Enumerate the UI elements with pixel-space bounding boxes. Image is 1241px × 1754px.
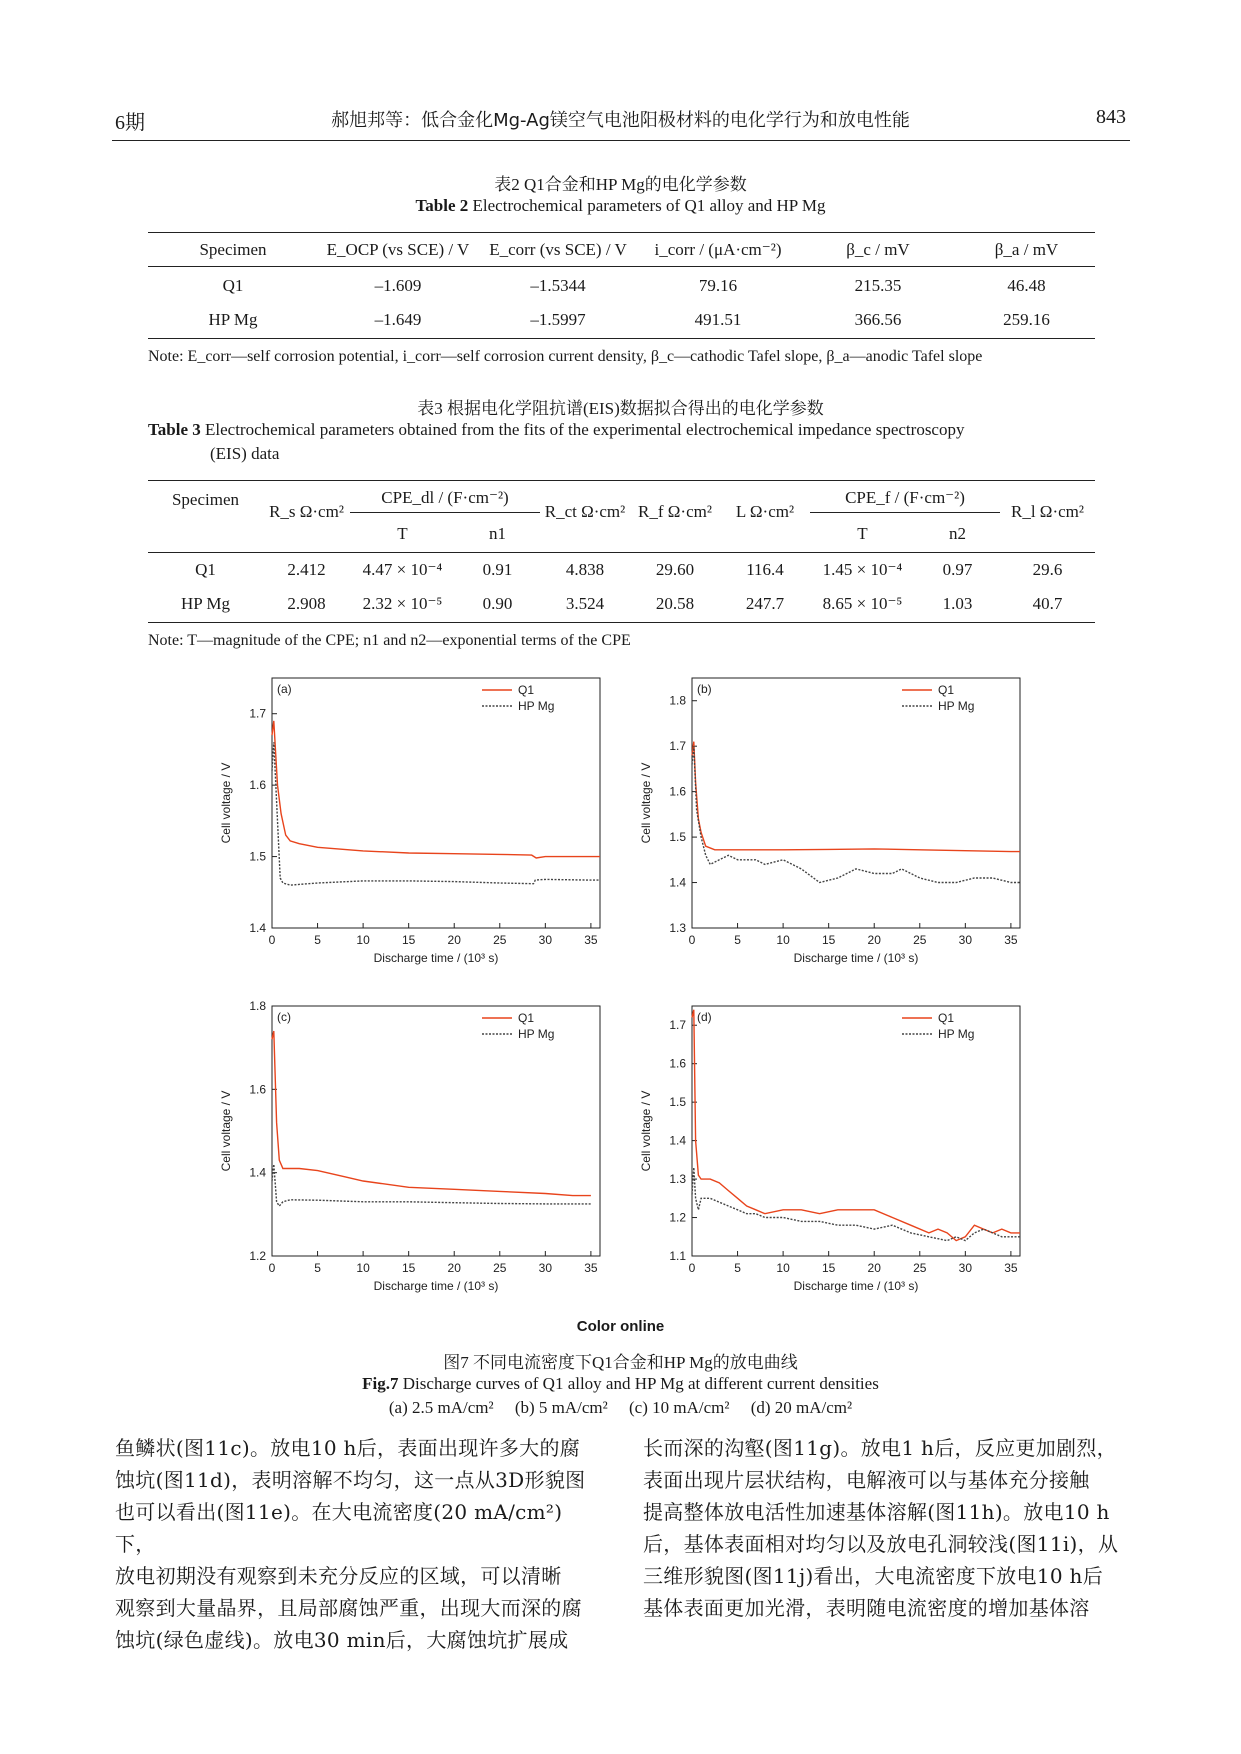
table2-cell: 79.16 [698, 276, 738, 295]
y-tick-label: 1.8 [249, 999, 266, 1013]
table3-header-cell: n2 [949, 524, 966, 543]
x-tick-label: 30 [538, 933, 553, 947]
table3-cell: 2.32 × 10⁻⁵ [362, 594, 443, 613]
legend-label: HP Mg [518, 1027, 555, 1041]
plot-frame [692, 678, 1020, 928]
table2-header-cell: E_corr (vs SCE) / V [489, 240, 627, 259]
table2-cell: 366.56 [854, 310, 902, 329]
body-line: 鱼鳞状(图11c)。放电10 h后，表面出现许多大的腐 [115, 1436, 581, 1460]
x-axis-label: Discharge time / (10³ s) [373, 951, 499, 965]
table3-cell: 0.90 [482, 594, 513, 613]
table3-header-cell: R_s Ω·cm² [269, 502, 344, 521]
body-line: 表面出现片层状结构，电解液可以与基体充分接触 [643, 1468, 1090, 1492]
x-tick-label: 20 [867, 1261, 881, 1275]
x-tick-label: 35 [1004, 933, 1018, 947]
plot-frame [272, 1006, 600, 1256]
table2-cell: –1.609 [374, 276, 422, 295]
chart-panel-a [210, 670, 610, 975]
table2-header-cell: i_corr / (μA·cm⁻²) [654, 240, 782, 259]
series-line-q1 [692, 1010, 1020, 1241]
body-line: 也可以看出(图11e)。在大电流密度(20 mA/cm²)下， [115, 1500, 563, 1556]
table3-note: Note: T—magnitude of the CPE; n1 and n2—exponential terms of the CPE [148, 632, 631, 649]
x-tick-label: 0 [268, 1261, 276, 1275]
table3-cell: 40.7 [1032, 594, 1063, 613]
table3-cell: 3.524 [565, 594, 605, 613]
y-axis-label: Cell voltage / V [219, 762, 233, 844]
chart-panel-c [210, 998, 610, 1303]
table2-caption-cn: 表2 Q1合金和HP Mg的电化学参数 [494, 175, 747, 194]
y-tick-label: 1.2 [249, 1249, 266, 1263]
fig7-caption-cn: 图7 不同电流密度下Q1合金和HP Mg的放电曲线 [443, 1353, 798, 1372]
series-line-hp-mg [692, 746, 1020, 882]
legend-label: HP Mg [938, 699, 975, 713]
table3-group-rule-2 [810, 512, 1000, 513]
y-tick-label: 1.1 [669, 1249, 686, 1263]
y-tick-label: 1.5 [669, 830, 686, 845]
x-tick-label: 0 [688, 1261, 696, 1275]
table3-cell: 8.65 × 10⁻⁵ [822, 594, 903, 613]
series-line-q1 [692, 742, 1020, 852]
table3-label: Table 3 [148, 420, 201, 439]
x-tick-label: 35 [584, 933, 598, 947]
table2-cell: 215.35 [854, 276, 902, 295]
y-axis-label: Cell voltage / V [639, 762, 653, 844]
table3-cell: 116.4 [746, 560, 784, 579]
table3-header-cell: Specimen [171, 490, 240, 509]
chart-panel-d [630, 998, 1030, 1303]
table3-caption-en-line2: (EIS) data [210, 444, 280, 463]
y-tick-label: 1.6 [249, 778, 266, 793]
x-tick-label: 25 [913, 933, 927, 947]
panel-label: (c) [277, 1010, 291, 1024]
y-tick-label: 1.4 [669, 1133, 686, 1148]
y-tick-label: 1.5 [249, 849, 266, 864]
x-tick-label: 0 [268, 933, 276, 947]
table3-header-cell: T [397, 524, 408, 543]
x-tick-label: 10 [356, 1261, 370, 1275]
table2-cell: –1.649 [374, 310, 422, 329]
table2-caption-en [0, 196, 1241, 216]
body-line: 蚀坑(绿色虚线)。放电30 min后，大腐蚀坑扩展成 [115, 1628, 569, 1652]
table2-cell: Q1 [222, 276, 244, 295]
table2-cell: 46.48 [1007, 276, 1046, 295]
x-tick-label: 20 [447, 933, 461, 947]
y-tick-label: 1.2 [669, 1210, 686, 1225]
x-tick-label: 5 [734, 1261, 741, 1275]
table3-cell: 4.47 × 10⁻⁴ [362, 560, 443, 579]
y-tick-label: 1.7 [669, 739, 686, 754]
panel-label: (a) [277, 682, 292, 696]
y-tick-label: 1.6 [669, 784, 686, 799]
x-tick-label: 15 [401, 1261, 416, 1275]
body-column-right [643, 1432, 1128, 1624]
table3-group-rule-1 [350, 512, 540, 513]
body-line: 提高整体放电活性加速基体溶解(图11h)。放电10 h [643, 1500, 1110, 1524]
body-line: 放电初期没有观察到未充分反应的区域，可以清晰 [115, 1564, 562, 1588]
header-rule [112, 140, 1130, 141]
fig7-label: Fig.7 [362, 1374, 399, 1393]
x-tick-label: 5 [314, 933, 321, 947]
table3-header-cell: L Ω·cm² [735, 502, 795, 521]
table3-cell: 247.7 [745, 594, 785, 613]
table2-cell: –1.5997 [530, 310, 586, 329]
x-tick-label: 20 [447, 1261, 461, 1275]
x-tick-label: 35 [1004, 1261, 1018, 1275]
table3-title: Electrochemical parameters obtained from the fits of the experimental electrochemical impedance spectroscopy [205, 420, 965, 439]
table3-cell: HP Mg [181, 594, 230, 613]
table3-cell: 1.03 [942, 594, 973, 613]
running-header-title: 郝旭邦等：低合金化Mg-Ag镁空气电池阳极材料的电化学行为和放电性能 [331, 110, 910, 131]
table3-header-cell: n1 [489, 524, 506, 543]
x-tick-label: 15 [821, 933, 836, 947]
x-tick-label: 10 [356, 933, 370, 947]
y-tick-label: 1.5 [669, 1095, 686, 1110]
series-line-q1 [272, 1031, 591, 1196]
y-tick-label: 1.7 [669, 1018, 686, 1033]
table3-bottom-rule [148, 622, 1095, 623]
x-tick-label: 25 [493, 933, 507, 947]
table3-group-cpef: CPE_f / (F·cm⁻²) [845, 488, 965, 507]
plot-frame [692, 1006, 1020, 1256]
y-tick-label: 1.4 [669, 875, 686, 890]
table2-mid-rule [148, 266, 1095, 267]
table3-header-cell: R_f Ω·cm² [638, 502, 712, 521]
body-line: 基体表面更加光滑，表明随电流密度的增加基体溶 [643, 1596, 1090, 1620]
table2-cell: –1.5344 [530, 276, 586, 295]
chart-svg [210, 998, 610, 1298]
table2-cell: 259.16 [1003, 310, 1050, 329]
table3-header-cell: R_l Ω·cm² [1011, 502, 1084, 521]
chart-svg [210, 670, 610, 970]
table2-header-cell: Specimen [199, 240, 267, 259]
legend-label: HP Mg [938, 1027, 975, 1041]
table3-cell: 0.97 [942, 560, 973, 579]
table3-group-cpedl: CPE_dl / (F·cm⁻²) [381, 488, 509, 507]
table3-caption-en [148, 420, 1095, 440]
x-tick-label: 10 [776, 933, 790, 947]
x-axis-label: Discharge time / (10³ s) [793, 951, 919, 965]
table3-top-rule [148, 480, 1095, 481]
running-header-issue: 6期 [115, 112, 145, 134]
legend-label: Q1 [938, 1011, 955, 1025]
x-tick-label: 35 [584, 1261, 598, 1275]
table3-cell: 1.45 × 10⁻⁴ [822, 560, 903, 579]
y-axis-label: Cell voltage / V [639, 1090, 653, 1172]
x-tick-label: 0 [688, 933, 696, 947]
body-line: 长而深的沟壑(图11g)。放电1 h后，反应更加剧烈， [643, 1436, 1117, 1460]
series-line-q1 [272, 721, 600, 858]
legend-label: HP Mg [518, 699, 555, 713]
table2-label: Table 2 [415, 196, 469, 215]
x-tick-label: 30 [958, 1261, 973, 1275]
table2-cell: HP Mg [208, 310, 258, 329]
y-tick-label: 1.6 [249, 1082, 266, 1097]
table3-cell: 29.6 [1032, 560, 1063, 579]
x-tick-label: 5 [734, 933, 741, 947]
x-tick-label: 25 [913, 1261, 927, 1275]
y-tick-label: 1.8 [669, 693, 686, 708]
table3-cell: Q1 [195, 560, 216, 579]
table3-cell: 2.412 [287, 560, 326, 579]
plot-frame [272, 678, 600, 928]
table3-cell: 2.908 [287, 594, 326, 613]
y-tick-label: 1.6 [669, 1056, 686, 1071]
table3-cell: 0.91 [482, 560, 513, 579]
table3-cell: 29.60 [655, 560, 695, 579]
chart-panel-b [630, 670, 1030, 975]
x-tick-label: 30 [958, 933, 973, 947]
x-tick-label: 20 [867, 933, 881, 947]
body-column-left [115, 1432, 600, 1656]
table2-header-cell: β_a / mV [994, 240, 1059, 259]
table2-top-rule [148, 232, 1095, 233]
table3-mid-rule [148, 552, 1095, 553]
x-tick-label: 10 [776, 1261, 790, 1275]
x-axis-label: Discharge time / (10³ s) [793, 1279, 919, 1293]
table2-note: Note: E_corr—self corrosion potential, i_corr—self corrosion current density, β_c—cathodic Tafel slope, β_a—anodic Tafel slope [148, 348, 983, 365]
x-tick-label: 5 [314, 1261, 321, 1275]
table2-bottom-rule [148, 338, 1095, 339]
legend-label: Q1 [518, 1011, 535, 1025]
table2-header-cell: β_c / mV [846, 240, 910, 259]
body-line: 三维形貌图(图11j)看出，大电流密度下放电10 h后 [643, 1564, 1104, 1588]
table2-header-cell: E_OCP (vs SCE) / V [326, 240, 470, 259]
y-tick-label: 1.7 [249, 706, 266, 721]
body-line: 蚀坑(图11d)，表明溶解不均匀，这一点从3D形貌图 [115, 1468, 586, 1492]
body-line: 后，基体表面相对均匀以及放电孔洞较浅(图11i)，从 [643, 1532, 1119, 1556]
fig7-caption-en [0, 1374, 1241, 1394]
y-tick-label: 1.3 [669, 1172, 686, 1187]
fig7-caption-sub: (a) 2.5 mA/cm² (b) 5 mA/cm² (c) 10 mA/cm² (d) 20 mA/cm² [388, 1398, 853, 1417]
panel-label: (d) [697, 1010, 712, 1024]
table3-caption-cn: 表3 根据电化学阻抗谱(EIS)数据拟合得出的电化学参数 [417, 399, 824, 418]
legend-label: Q1 [938, 683, 955, 697]
x-tick-label: 15 [401, 933, 416, 947]
y-axis-label: Cell voltage / V [219, 1090, 233, 1172]
table3-cell: 20.58 [655, 594, 695, 613]
y-tick-label: 1.3 [669, 921, 686, 935]
x-tick-label: 15 [821, 1261, 836, 1275]
chart-svg [630, 670, 1030, 970]
table2-cell: 491.51 [694, 310, 742, 329]
legend-label: Q1 [518, 683, 535, 697]
table3-header-cell: R_ct Ω·cm² [544, 502, 626, 521]
y-tick-label: 1.4 [249, 1165, 266, 1180]
x-tick-label: 30 [538, 1261, 553, 1275]
chart-svg [630, 998, 1030, 1298]
series-line-hp-mg [272, 742, 600, 885]
panel-label: (b) [697, 682, 712, 696]
table3-header-cell: T [857, 524, 868, 543]
page-number: 843 [1096, 106, 1126, 128]
table3-cell: 4.838 [565, 560, 605, 579]
table2-title: Electrochemical parameters of Q1 alloy and HP Mg [472, 196, 826, 215]
x-tick-label: 25 [493, 1261, 507, 1275]
fig7-title: Discharge curves of Q1 alloy and HP Mg at different current densities [402, 1374, 879, 1393]
body-line: 观察到大量晶界，且局部腐蚀严重，出现大而深的腐 [115, 1596, 582, 1620]
x-axis-label: Discharge time / (10³ s) [373, 1279, 499, 1293]
y-tick-label: 1.4 [249, 921, 266, 935]
color-online-label: Color online [576, 1318, 665, 1335]
